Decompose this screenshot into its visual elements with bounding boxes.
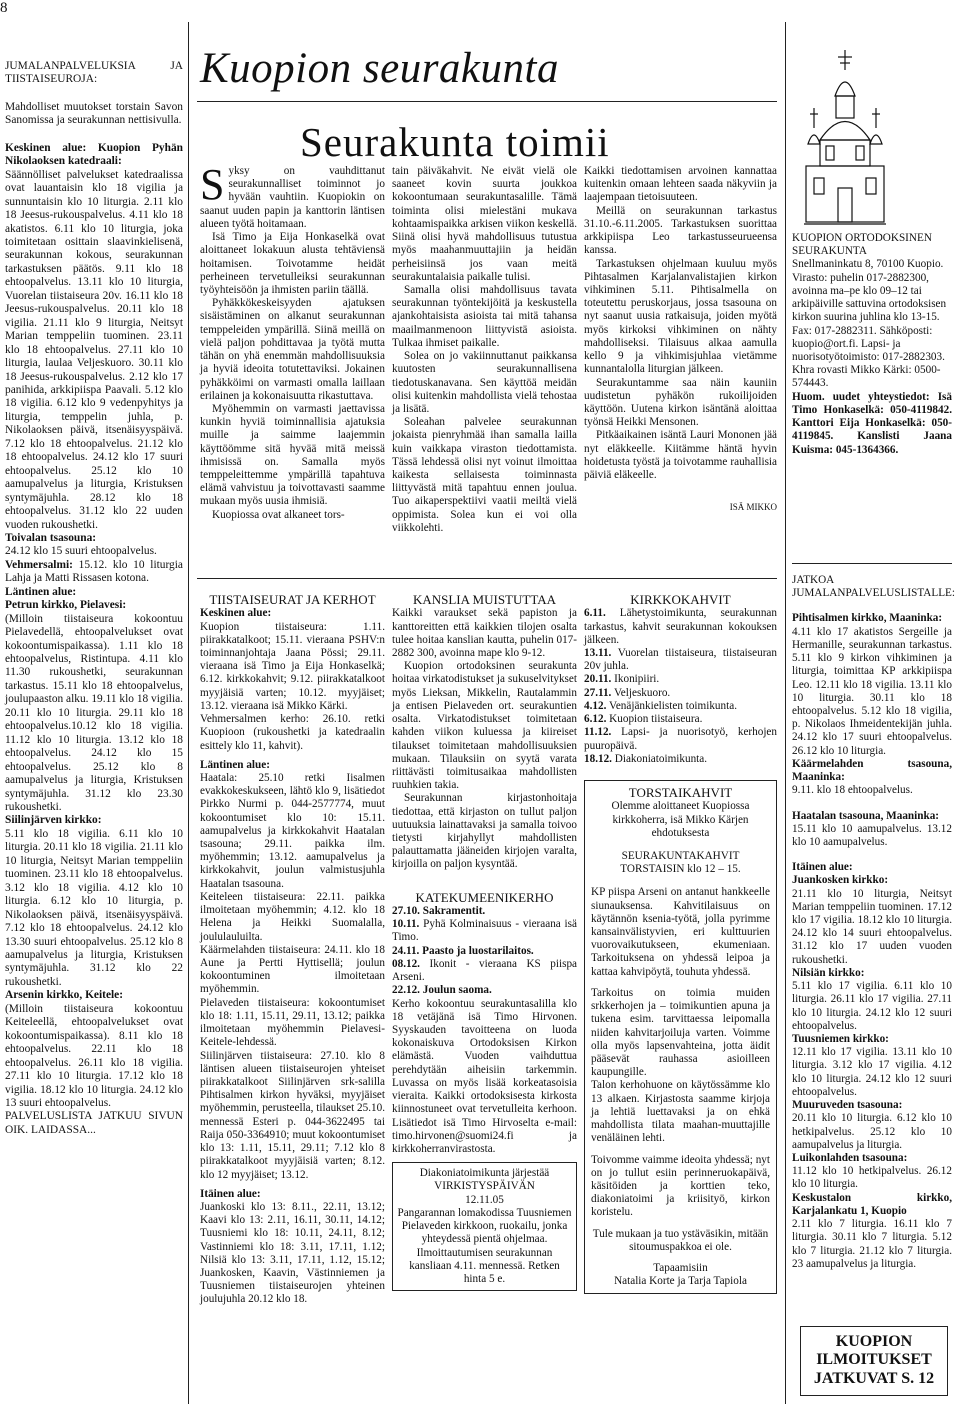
article-paragraph: tain päiväkahvit. Ne eivät vielä ole saaneet kovin suurta joukkoa kokoontumaan seurakuntasalille. Tämä toiminta olisi mielestäni mukava kohtaamispaikka arkisen viikon keskellä. Siinä olisi hyvä mahdollisuus tutustua myös maahanmuuttajiin ja heidän perheisiinsä jos vaan meitä seurakuntalaisia paikalle tulisi. (392, 165, 577, 283)
date-label: 24.11. (392, 944, 420, 957)
torstai-paragraph: Toivomme vaimme ideoita yhdessä; nyt on jo tullut esiin perinneruokapäivä, käsitöiden ja korttien teko, diakoniatoimi ja kriisityö, kirkon koristelu. (591, 1153, 770, 1219)
article-column-1 (200, 160, 385, 522)
article-paragraph: Pitkäaikainen isäntä Lauri Mononen jää nyt eläkkeelle. Kiitämme häntä hyvin hoidetusta työstä ja toivotamme rauhallisia päiviä eläkeelle. (584, 429, 777, 482)
item-text: Kuopion tiistaiseura. (609, 713, 703, 726)
section-title: TORSTAIKAHVIT (628, 784, 733, 800)
section-heading: Juankosken kirkko: (792, 874, 889, 887)
section-heading: Pihtisalmen kirkko, Maaninka: (792, 612, 943, 625)
service-list-intro: Mahdolliset muutokset torstain Savon Sanomissa ja seurakunnan nettisivulla. (5, 100, 183, 127)
section-heading: Läntinen alue: (200, 758, 270, 771)
date-label: 6.11. (584, 607, 606, 620)
church-icon (800, 48, 890, 228)
cathedral-services: Säännölliset palvelukset katedraalissa ovat lauantaisin klo 18 vigilia ja sunnuntaisin klo 10 liturgia. 2.11 klo 18 Jeesus-rukouspalvelus. 4.11 klo 18 akatistos. 6.11 klo 10 liturgia, joka toimitetaan osittain slaavinkielisenä, seurakunnan kokous, seurakunnan tarkastuksen päätös. 9.11 klo 18 ehtoopalvelus. 13.11 klo 10 liturgia, Vuorelan tiistaiseura 20v. 16.11 klo 18 Jeesus-rukouspalvelus. 20.11 klo 18 vigilia. 21.11 klo 9 liturgia, Neitsyt Marian temppeliin tuominen. 23.11 klo 18 ehtoopalvelus. 27.11 klo 10 liturgia, laulaa Veljeskuoro. 30.11 klo 18 Jeesus-rukouspalvelus. 2.12 klo 17 panihida, arkkipiispa Paavali. 5.12 klo 18 vigilia. 6.12 klo 9 vedenpyhitys ja liturgia, temppelin juhla, p. Nikolaoksen päivä, itsenäisyyspäivä. 7.12 klo 18 ehtoopalvelus. 21.12 klo 18 ehtoopalvelus. 24.12 klo 17 suuri ehtoopalvelus. 25.12 klo 10 aamupalvelus ja liturgia, Kristuksen syntymäjuhla. 28.12 klo 18 ehtoopalvelus. 31.12 klo 22 uuden vuoden rukoushetki. (5, 168, 183, 531)
section-heading: Haatalan tsasouna, Maaninka: (792, 809, 940, 822)
section-title: KIRKKOKAHVIT (630, 592, 731, 607)
new-contacts: Huom. uudet yhteystiedot: Isä Timo Honkaselkä: 050-4119842. Kanttori Eija Honkaselkä: 050-4119845. Kanslisti Jaana Kuisma: 045-1364366. (792, 390, 952, 456)
divider (188, 22, 189, 1404)
article-lead (200, 160, 385, 231)
arsenin-services: (Milloin tiistaiseura kokoontuu Keiteleellä, ehtoopalvelukset ovat kokoontumispaikassa). 8.11 klo 18 ehtoopalvelus. 22.11 klo 18 ehtoopalvelus. 26.11 klo 18 vigilia. 27.11 klo 10 liturgia. 17.12 klo 18 vigilia. 18.12 klo 10 liturgia. 24.12 klo 13 suuri ehtoopalvelus. (5, 1002, 183, 1109)
article-paragraph: Soleahan palvelee seurakunnan jokaista pienryhmää ihan samalla lailla kuin vaikkapa viraston tiedottamista. Tässä lehdessä olisi nyt voinut ilmoittaa kaikesta sellaisesta toiminnasta liittyvästä mitä tapahtuu ennen joulua. Tuo aikaperspektiivi vaatii meiltä vielä oppimista. Solea kun ei voi olla viikkolehti. (392, 416, 577, 534)
section-heading: Petrun kirkko, Pielavesi: (5, 599, 127, 612)
kanslia-paragraph: Kuopion ortodoksinen seurakunta hoitaa virkatodistukset ja sukuselvitykset myös Lieksan, Mikkelin, Rautalammin ja entisen Pielaveden ort. seurakuntien osalta. Virkatodistukset toimitetaan kahden viikon kuluessa ja kiireiset tilaukset toimitetaan mahdollisuuksien mukaan. Tilauksiin on syytä varata riittävästi toimitusaikaa mahdollisten ruuhkien takia. (392, 660, 577, 792)
article-paragraph: Meillä on seurakunnan tarkastus 31.10.-6.11.2005. Tarkastuksen suorittaa arkkipiispa Leo tarkastusseurueensa kanssa. (584, 204, 777, 257)
nilsia-services: 5.11 klo 17 vigilia. 6.11 klo 10 liturgia. 26.11 klo 17 vigilia. 27.11 klo 10 liturgia. 24.12 klo 12 suuri ehtoopalvelus. (792, 980, 952, 1032)
section-heading: Siilinjärven kirkko: (5, 814, 102, 827)
diakonia-line: Diakoniatoimikunta järjestää (419, 1167, 550, 1180)
item-text: Vuorelan tiistaiseura, tiistaiseuran 20v juhla. (584, 646, 777, 673)
torstaikahvit-box (584, 780, 777, 1294)
org-name: KUOPION ORTODOKSINEN SEURAKUNTA (792, 232, 932, 258)
ilmoitukset-box: KUOPION ILMOITUKSET JATKUVAT S. 12 (800, 1326, 948, 1396)
item-text: Sakramentit. (422, 905, 486, 918)
katekumeeni-item (392, 984, 577, 997)
contact-info (792, 232, 952, 457)
haatala-club: Haatala: 25.10 retki Iisalmen evakkokeskukseen, lähtö klo 9, lisätiedot Pirkko Nurmi p. 044-2577774, muut kokoontumiset klo 10: 15.11. aamupalvelus ja kirkkokahvit Haatalan tsasouna; 29.11. paikka ilm. myöhemmin; 13.12. aamupalvelus ja kirkkokahvit, joulun valmistusjuhla Haatalan tsasouna. (200, 771, 385, 890)
date-label: 4.12. (584, 699, 607, 712)
katekumeeni-item (392, 945, 577, 958)
item-text: Veljeskuoro. (613, 686, 671, 699)
vehmersalmi-club: Vehmersalmen kerho: 26.10. retki Kuopioon (rukoushetki ja katedraalin esittely klo 11, kahvit). (200, 713, 385, 752)
page-number: 8 (0, 0, 8, 16)
torstai-paragraph: Tarkoitus on toimia muiden srkkerhojen ja – toimikuntien apuna ja tukena esim. tarvittaessa leipomalla niiden kahvitarjoiluja varten. Voimme olla myös lapsenvahteina, jotta äidit pääsevät rauhassa asioilleen kaupungille. (591, 986, 770, 1079)
section-title: KANSLIA MUISTUTTAA (412, 592, 557, 607)
article-paragraph: yksy on vauhdittanut seurakunnalliset toiminnot jo hyvään vauhtiin. Kuopiokin on saanut uuden papin ja kanttorin läntisen alueen työtä hoitamaan. (200, 165, 385, 230)
article-paragraph: Pyhäkkökeskeisyyden ajatuksen sisäistäminen on alkanut seurakunnan temppeleiden ympärillä. Siinä meillä on vielä paljon pohdittavaa ja työtä mutta tähän on yhä enemmän mahdollisuuksia ja hyviä ideoita totutettaviksi. Jokainen pyhäkköimi on varmasti omalla laillaan erilainen ja kokonaisuutta rikastuttava. (200, 297, 385, 402)
section-heading: Keskustalon kirkko, Karjalankatu 1, Kuopio (792, 1191, 952, 1217)
section-heading: Keskinen alue: Kuopion Pyhän Nikolaoksen katedraali: (5, 141, 183, 168)
kanslia-paragraph: Seurakunnan kirjastonhoitaja tiedottaa, että kirjaston on tullut paljon uutuuksia lainattavaksi ja samalla toivoo tietysti kirjahyllyt mahdollisten palauttamatta jääneiden kirjojen varalta, kirjoilla on paljon kysyntää. (392, 792, 577, 871)
date-label: 10.11. (392, 918, 420, 931)
service-list-continued (792, 574, 955, 1271)
article-column-3 (584, 165, 777, 513)
kahvit-item (584, 687, 777, 700)
tuusniemi-services: 12.11 klo 17 vigilia. 13.11 klo 10 liturgia. 3.12 klo 17 vigilia. 4.12 klo 10 liturgia. 24.12 klo 12 suuri ehtoopalvelus. (792, 1046, 952, 1098)
itainen-club: Juankoski klo 13: 8.11., 22.11, 13.12; Kaavi klo 13: 2.11, 16.11, 30.11, 14.12; Tuusniemi klo 18: 10.11, 24.11, 8.12; Vastinniemi klo 18: 3.11, 17.11, 1.12; Nilsiä klo 13: 3.11, 17.11, 1.12, 15.12; Juankosken, Kaavin, Västinniemen ja Tuusniemen tiistaiseurojen yhteinen joulujuhla 20.12 klo 18. (200, 1200, 385, 1306)
kuopio-club: Kuopion tiistaiseura: 1.11. piirakkatalkoot; 15.11. vieraana PSHV:n toiminnanjohtaja Jaana Pössi; 29.11. vieraana isä Timo ja Eija Honkaselkä; 6.12. kirkkokahvit; 9.12. piirakkatalkoot myyjäisiä varten; 10.12. myyjäiset; 13.12. vieraana isä Mikko Kärki. (200, 620, 385, 712)
torstai-paragraph: Tule mukaan ja tuo ystäväsikin, mitään sitoumuspakkoa ei ole. (592, 1227, 769, 1253)
kahvit-item (584, 673, 777, 686)
item-text: Venäjänkielisten toimikunta. (608, 699, 737, 712)
service-list (5, 60, 183, 1137)
item-text: Joulun saoma. (422, 984, 492, 997)
kaarme-club: Käärmelahden tiistaiseura: 24.11. klo 18 Aune ja Pertti Hyttisellä; joulun kokoontuminen ilmoitetaan myöhemmin. (200, 943, 385, 996)
section-heading: Tuusniemen kirkko: (792, 1033, 889, 1045)
section-title: KATEKUMEENIKERHO (415, 889, 554, 905)
section-heading: Itäinen alue: (200, 1187, 261, 1200)
torstai-signature: Natalia Korte ja Tarja Tapiola (614, 1275, 747, 1288)
kaarme-services: 9.11. klo 18 ehtoopalvelus. (792, 784, 913, 797)
continued-title: JATKOA JUMALANPALVELUSLISTALLE: (792, 574, 955, 600)
katekumeeni-item (392, 918, 577, 944)
item-text: Pyhä Kolminaisuus - vieraana isä Timo. (392, 918, 577, 944)
section-heading: Toivalan tsasouna: (5, 531, 97, 544)
diakonia-line: Pangarannan lomakodissa Tuusniemen Pielaveden kirkkoon, ruokailu, jonka yhteydessä pientä ohjelmaa. Ilmoittautumisen seurakunnan kansliaan 4.11. mennessä. Retken hinta 5 e. (397, 1206, 572, 1285)
section-heading: Arsenin kirkko, Keitele: (5, 989, 124, 1002)
keitele-club: Keiteleen tiistaiseura: 22.11. paikka ilmoitetaan myöhemmin; 4.12. klo 18 Helena ja Heikki Suomalalla, joululauluilta. (200, 890, 385, 943)
article-paragraph: Solea on jo vakiinnuttanut paikkansa kuutosten seurakunnallisena tiedotuskanavana. Sen käyttöä meidän olisi kuitenkin mahdollista vielä tehostaa ja lisätä. (392, 350, 577, 415)
date-label: 27.10. (392, 905, 420, 918)
torstai-sub: SEURAKUNTAKAHVIT TORSTAISIN klo 12 – 15. (620, 849, 741, 876)
section-heading: Keskinen alue: (200, 607, 272, 620)
item-text: Ikonit - vieraana KS piispa Arseni. (392, 957, 578, 984)
article-paragraph: Myöhemmin on varmasti jaettavissa kunkin hyviä toiminnallisia ajatuksia muille ja saimme laajemmin käyttöömme sitä hyvää mitä meissä ihmisissä on. Samalla myös temppeleittemme ympärillä tapahtuva elämä vahvistuu ja toivottavasti saamme mukaan myös uusia ihmisiä. (200, 402, 385, 508)
article-column-2 (392, 165, 577, 535)
section-heading: Nilsiän kirkko: (792, 966, 865, 979)
article-paragraph: Samalla olisi mahdollisuus tavata seurakunnan työntekijöitä ja keskustella ajankohtaisista asioista tai mitä tahansa maailmanmenoon liittyvistä asioista. Tulkaa ihmiset paikalle. (392, 283, 577, 349)
divider (197, 578, 777, 579)
article-paragraph: Kuopiossa ovat alkaneet tors- (212, 508, 345, 521)
item-text: Lapsi- ja nuorisotyö, kerhojen puuropäivä. (584, 726, 777, 752)
diakonia-line: VIRKISTYSPÄIVÄN (434, 1180, 535, 1193)
torstai-paragraph: Talon kerhohuone on käytössämme klo 13 alkaen. Kirjastosta saamme kirjoja ja lehtiä luettavaksi ja on ehkä mahdollista tilata maahan-muuttajille venäläinen lehti. (591, 1079, 770, 1145)
kahvit-item (584, 700, 777, 713)
kahvit-item (584, 607, 777, 647)
kahvit-item (584, 726, 777, 752)
diakonia-line: 12.11.05 (465, 1193, 504, 1206)
siilinjarvi-club: Siilinjärven tiistaiseura: 27.10. klo 8 läntisen alueen tiistaiseurojen yhteiset piirakkatalkoot Siilinjärven srk-salilla Pihtisalmen kirkon hyväksi, myyjäiset myöhemmin, perusteella, tilaukset 25.10. mennessä Esteri p. 044-3622495 tai Raija 050-3364910; muut kokoontumiset klo 13: 1.11, 15.11, 29.11; 7.12 klo 8 piirakkatalkoot myyjäisiä varten; 8.12. klo 12 myyjäiset; 13.12. (200, 1049, 385, 1181)
article-paragraph: Isä Timo ja Eija Honkaselkä ovat aloittaneet lokakuun alusta tehtäviensä hoitamisen. Toivotamme heidät perheineen tervetulleiksi seurakunnan työyhteisöön ja ihmisten pariin täällä. (200, 231, 385, 296)
section-heading: Luikonlahden tsasouna: (792, 1151, 908, 1164)
section-heading: Muuruveden tsasouna: (792, 1099, 903, 1112)
kesku-services: 2.11 klo 7 liturgia. 16.11 klo 7 liturgia. 30.11 klo 7 liturgia. 5.12 klo 7 liturgia. 21.12 klo 7 liturgia. 23 aamupalvelus ja liturgia. (792, 1218, 952, 1270)
kanslia-section (392, 592, 577, 1291)
headline: Seurakunta toimii (300, 119, 610, 165)
contact-details: Snellmaninkatu 8, 70100 Kuopio. Virasto: puhelin 017-2882300, avoinna ma–pe klo 09–12 tai arkipäiville sattuvina ortodoksisen kirkon suurina juhlina klo 13-15. Fax: 017-2882311. Sähköposti: kuopio@ort.fi. Lapsi- ja nuorisotyötoimisto: 017-2882303. Khra rovasti Mikko Kärki: 0500-574443. (792, 258, 947, 390)
article-signature: ISÄ MIKKO (729, 502, 777, 513)
katekumeeni-paragraph: Kerho kokoontuu seurakuntasalilla klo 18 vetäjänä isä Timo Hirvonen. Syyskauden tavoitteena on luoda kokonaiskuva Ortodoksisen Kirkon elämästä. Vuoden vaihduttua perehdytään aiheisiin tarkemmin. Luvassa on myös lisää korkeatasoisia vieraita. Kaikki ortodoksisesta kirkosta kiinnostuneet ovat tervetulleita kerhoon. Lisätiedot isä Timo Hirvoselta e-mail: timo.hirvonen@suomi24.fi ja kirkkoherranvirastosta. (392, 997, 577, 1155)
section-heading: Vehmersalmi: (5, 558, 73, 571)
vehmersalmi-services: 15.12. klo 10 liturgia Lahja ja Matti Rissasen kotona. (5, 558, 183, 585)
pielavesi-services: (Milloin tiistaiseura kokoontuu Pielavedellä, ehtoopalvelukset ovat kokoontumispaikassa). 1.11 klo 18 ehtoopalvelus, Ristintupa. 4.11 klo 11.30 rukoushetki, seurakunnan tarkastus. 15.11 klo 18 ehtoopalvelus, joulupaaston alku. 19.11 klo 18 vigilia. 20.11 klo 10 liturgia. 29.11 klo 18 ehtoopalvelus.10.12 klo 18 vigilia. 11.12 klo 10 liturgia. 13.12 klo 18 ehtoopalvelus. 24.12 klo 15 ehtoopalvelus. 25.12 klo 8 aamupalvelus ja liturgia, Kristuksen syntymäjuhla. 31.12 klo 23.30 rukoushetki. (5, 612, 184, 814)
toivala-services: 24.12 klo 15 suuri ehtoopalvelus. (5, 545, 157, 558)
pielavesi-club: Pielaveden tiistaiseura: kokoontumiset klo 18: 1.11, 15.11, 29.11, 13.12; paikka ilmoitetaan myöhemmin Pielavesi-Keitele-lehdessä. (200, 996, 385, 1049)
kirkkokahvit-section (584, 592, 777, 1294)
katekumeeni-item (392, 958, 577, 984)
date-label: 08.12. (392, 957, 420, 970)
date-label: 13.11. (584, 646, 612, 659)
diakonia-box (392, 1162, 577, 1291)
torstai-paragraph: KP piispa Arseni on antanut hankkeelle siunauksensa. Kahvitilaisuus on käytännön ksenia-työtä, jolla pyrimme kansainvälistyvien, eri kulttuurien vuorovaikutukseen, ekumeniaan. Tarkoituksena on yhdessä leipoa ja kattaa kahvipöytä, touhuta yhdessä. (591, 886, 770, 978)
divider (792, 563, 952, 564)
tiistaiseurat-section (200, 592, 385, 1307)
item-text: Diakoniatoimikunta. (614, 752, 708, 765)
section-heading: Käärmelahden tsasouna, Maaninka: (792, 757, 952, 784)
luikonlahti-services: 11.12 klo 10 hetkipalvelus. 26.12 klo 10 liturgia. (792, 1165, 952, 1191)
section-heading: Itäinen alue: (792, 861, 853, 874)
kahvit-item (584, 713, 777, 726)
date-label: 18.12. (584, 752, 612, 765)
pihtisalmi-services: 4.11 klo 17 akatistos Sergeille ja Hermanille, seurakunnan tarkastus. 5.11 klo 9 kirkon vihkiminen ja liturgia, toimittaa KP arkkipiispa Leo. 12.11 klo 18 vigilia. 13.11 klo 10 liturgia. 30.11 klo 18 ehtoopalvelus. 5.12 klo 18 vigilia, p. Nikolaos Ihmeidentekijän juhla. 24.12 klo 17 suuri ehtoopalvelus. 26.12 klo 10 liturgia. (792, 625, 952, 757)
continues-note: PALVELUSLISTA JATKUU SIVUN OIK. LAIDASSA... (5, 1110, 183, 1136)
article-paragraph: Seurakuntamme saa näin kauniin uudistetun pyhäkön rukoilijoiden käyttöön. Uutena kirkon isäntänä aloittaa työnsä Heikki Mensonen. (584, 376, 777, 429)
muuruvesi-services: 20.11 klo 10 liturgia. 6.12 klo 10 hetkipalvelus. 25.12 klo 10 aamupalvelus ja liturgia. (792, 1112, 952, 1151)
date-label: 11.12. (584, 726, 612, 739)
item-text: Lähetystoimikunta, seurakunnan tarkastus, kahvit seurakunnan kokouksen jälkeen. (584, 607, 777, 646)
item-text: Paasto ja luostarilaitos. (422, 944, 534, 957)
juankoski-services: 21.11 klo 10 liturgia, Neitsyt Marian temppeliin tuominen. 17.12 klo 17 vigilia. 18.12 klo 10 liturgia. 24.12 klo 14 suuri ehtoopalvelus. 31.12 klo 17 uuden vuoden rukoushetki. (792, 887, 952, 966)
kahvit-item (584, 753, 777, 766)
article-paragraph: Kaikki tiedottamisen arvoinen kannattaa kuitenkin omaan lehteen saada näkyviin ja laajempaan tietoisuuteen. (584, 165, 777, 204)
siilinjarvi-services: 5.11 klo 18 vigilia. 6.11 klo 10 liturgia. 20.11 klo 18 vigilia. 21.11 klo 10 liturgia, Neitsyt Marian temppeliin tuominen. 23.11 klo 18 ehtoopalvelus. 3.12 klo 18 vigilia. 4.12 klo 10 liturgia. 6.12 klo 10 liturgia, p. Nikolaoksen päivä, itsenäisyyspäivä. 7.12 klo 18 ehtoopalvelus. 24.12 klo 13.30 suuri ehtoopalvelus. 25.12 klo 8 aamupalvelus ja liturgia, Kristuksen syntymäjuhla. 31.12 klo 22 rukoushetki. (5, 827, 183, 988)
article-paragraph: Tarkastuksen ohjelmaan kuuluu myös Pihtasalmen Karjalanvalistajien kirkon vihkiminen 5.11. Pihtisalmella on toteutettu peruskorjaus, jossa tsasouna on nyt saanut uusia ratkaisuja, joiden myötä myös kirkoksi vihkiminen on nähty mahdolliseksi. Tilaisuus alkaa aamulla kello 9 ja vihkimisjuhlaa vietämme kunnantalolla liturgian jälkeen. (584, 257, 777, 376)
divider (785, 22, 786, 1404)
torstai-intro: Olemme aloittaneet Kuopiossa kirkkoherra, isä Mikko Kärjen ehdotuksesta (611, 800, 750, 839)
masthead: Kuopion seurakunta (200, 45, 559, 92)
katekumeeni-item (392, 905, 577, 918)
date-label: 22.12. (392, 984, 420, 997)
section-title: TIISTAISEURAT JA KERHOT (209, 592, 376, 607)
date-label: 6.12. (584, 713, 607, 726)
torstai-signature: Tapaamisiin (653, 1262, 708, 1275)
section-heading: Läntinen alue: (5, 585, 77, 598)
date-label: 20.11. (584, 673, 612, 686)
divider (197, 101, 777, 102)
drop-cap: S (200, 160, 225, 209)
date-label: 27.11. (584, 686, 612, 699)
service-list-title: JUMALANPALVELUKSIA JA TIISTAISEUROJA: (5, 60, 183, 86)
kanslia-paragraph: Kaikki varaukset sekä papiston ja kanttoreitten että kaikkien tilojen osalta tulee hoitaa kanslian kautta, puhelin 017-2882 300, avoinna mape klo 9-12. (392, 607, 577, 659)
haatala-services: 15.11 klo 10 aamupalvelus. 13.12 klo 10 aamupalvelus. (792, 822, 952, 848)
kahvit-item (584, 647, 777, 673)
item-text: Ikonipiiri. (614, 673, 660, 686)
